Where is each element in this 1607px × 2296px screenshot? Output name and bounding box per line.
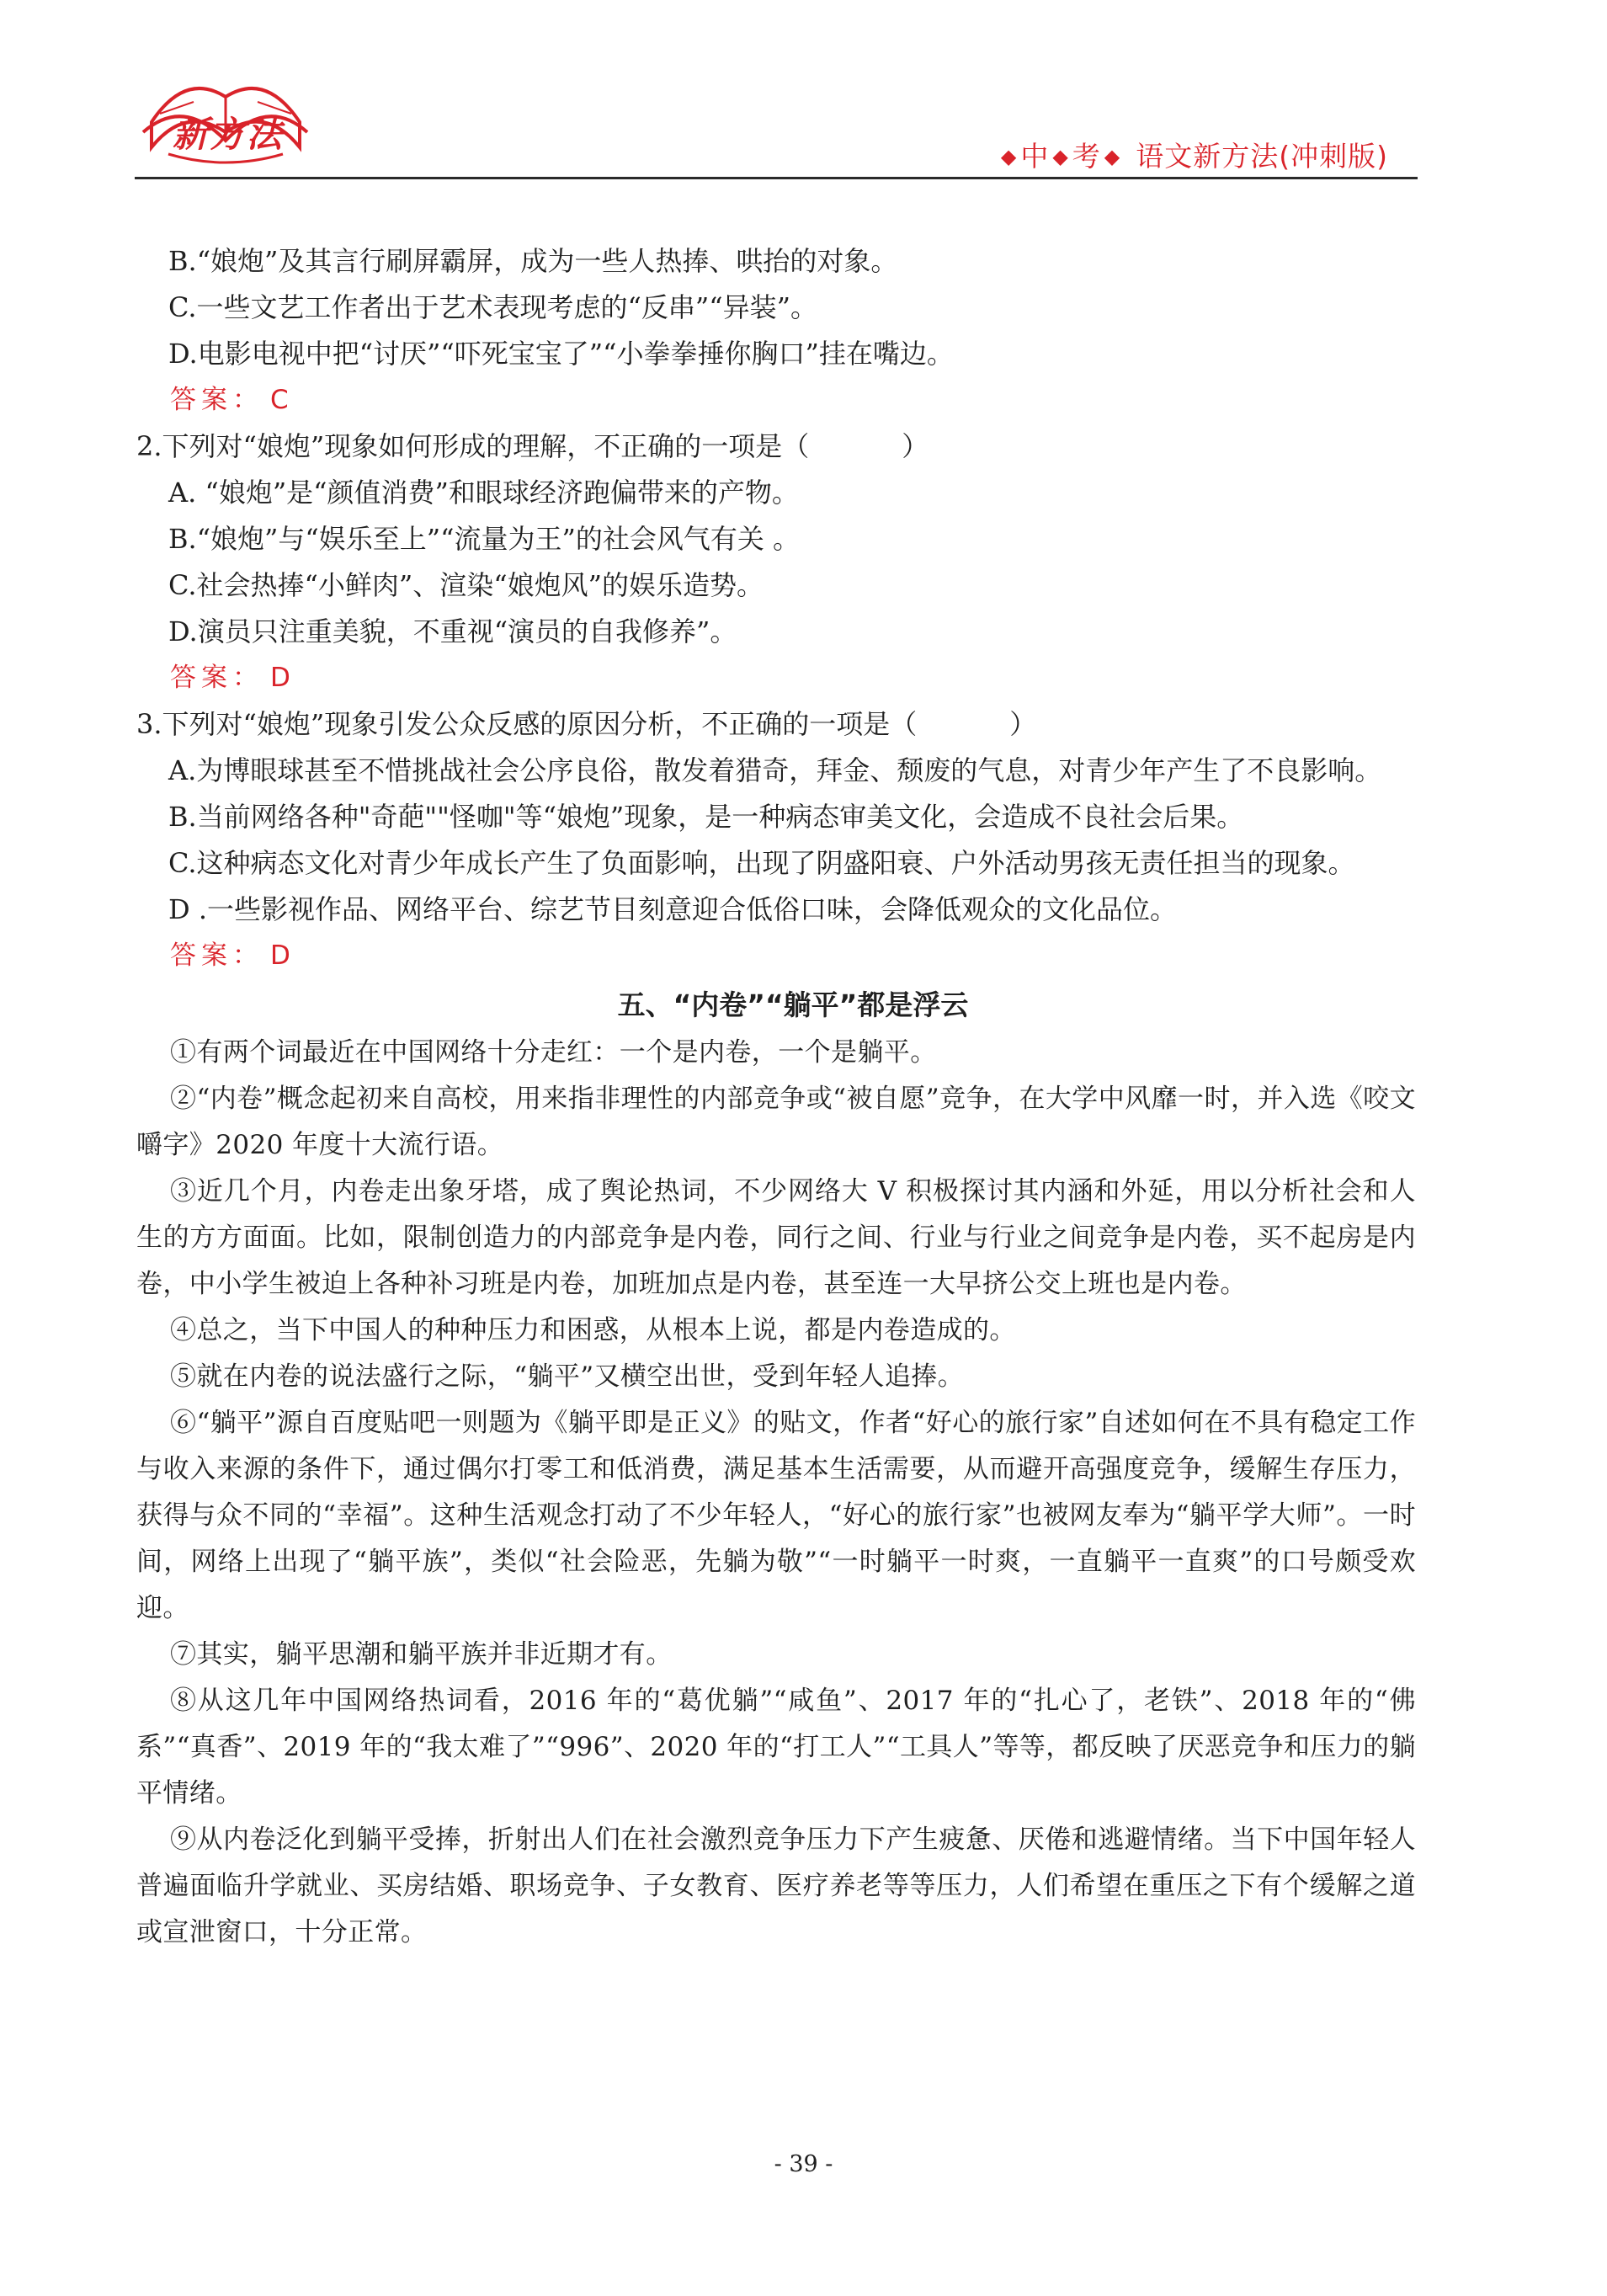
diamond-icon: ◆ (1000, 145, 1018, 168)
series-exam-char-1: 中 (1020, 140, 1050, 173)
q2-answer (136, 655, 1416, 701)
article-paragraph-1: ①有两个词最近在中国网络十分走红：一个是内卷，一个是躺平。 (170, 1037, 937, 1068)
q1-option-c: C.一些文艺工作者出于艺术表现考虑的“反串”“异装”。 (168, 291, 817, 323)
q2-stem-text: 2.下列对“娘炮”现象如何形成的理解，不正确的一项是（ (136, 430, 810, 462)
q1-option-b: B.“娘炮”及其言行刷屏霸屏，成为一些人热捧、哄抬的对象。 (168, 245, 898, 277)
answer-value: C (270, 385, 289, 415)
q1-option-d: D.电影电视中把“讨厌”“吓死宝宝了”“小拳拳捶你胸口”挂在嘴边。 (168, 338, 954, 370)
header-divider (135, 177, 1418, 179)
q3-option-c: C.这种病态文化对青少年成长产生了负面影响，出现了阴盛阳衰、户外活动男孩无责任担当的现象。 (168, 847, 1355, 879)
article-paragraph-9: ⑨从内卷泛化到躺平受捧，折射出人们在社会激烈竞争压力下产生疲惫、厌倦和逃避情绪。当下中国年轻人普遍面临升学就业、买房结婚、职场竞争、子女教育、医疗养老等等压力，人们希望在重压之下有个缓解之道或宣泄窗口，十分正常。 (136, 1825, 1416, 1947)
answer-label: 答案： (170, 940, 263, 971)
q3-stem-text: 3.下列对“娘炮”现象引发公众反感的原因分析，不正确的一项是（ (136, 708, 918, 740)
publisher-logo (135, 63, 316, 173)
q2-stem-close: ） (902, 430, 929, 462)
q3-option-b: B.当前网络各种"奇葩""怪咖"等“娘炮”现象，是一种病态审美文化，会造成不良社会后果。 (168, 801, 1244, 833)
article-paragraph-2: ②“内卷”概念起初来自高校，用来指非理性的内部竞争或“被自愿”竞争，在大学中风靡一时，并入选《咬文嚼字》2020 年度十大流行语。 (136, 1084, 1416, 1160)
answer-value: D (270, 663, 290, 693)
answer-label: 答案： (170, 385, 263, 415)
article-paragraph-7: ⑦其实，躺平思潮和躺平族并非近期才有。 (170, 1639, 673, 1670)
section-title: 五、“内卷”“躺平”都是浮云 (617, 988, 969, 1021)
q3-stem (136, 701, 1416, 748)
q3-answer (136, 933, 1416, 979)
article-paragraph-4: ④总之，当下中国人的种种压力和困惑，从根本上说，都是内卷造成的。 (170, 1315, 1016, 1345)
logo-wordmark: 新方法 (172, 114, 284, 155)
q2-option-d: D.演员只注重美貌，不重视“演员的自我修养”。 (168, 615, 737, 647)
series-exam-char-2: 考 (1072, 140, 1101, 173)
article-paragraph-5: ⑤就在内卷的说法盛行之际，“躺平”又横空出世，受到年轻人追捧。 (170, 1361, 965, 1392)
article-paragraph-8: ⑧从这几年中国网络热词看，2016 年的“葛优躺”“咸鱼”、2017 年的“扎心了，老铁”、2018 年的“佛系”“真香”、2019 年的“我太难了”“996”、2020 年的“打工人”“工具人”等等，都反映了厌恶竞争和压力的躺平情绪。 (136, 1686, 1416, 1809)
answer-value: D (270, 940, 290, 971)
q3-option-d: D .一些影视作品、网络平台、综艺节目刻意迎合低俗口味，会降低观众的文化品位。 (168, 893, 1178, 925)
q2-option-c: C.社会热捧“小鲜肉”、渲染“娘炮风”的娱乐造势。 (168, 569, 764, 601)
answer-label: 答案： (170, 663, 263, 693)
article-paragraph-3: ③近几个月，内卷走出象牙塔，成了舆论热词，不少网络大 V 积极探讨其内涵和外延，用以分析社会和人生的方方面面。比如，限制创造力的内部竞争是内卷，同行之间、行业与行业之间竞争是内卷，买不起房是内卷，中小学生被迫上各种补习班是内卷，加班加点是内卷，甚至连一大早挤公交上班也是内卷。 (136, 1176, 1416, 1299)
diamond-icon: ◆ (1052, 145, 1069, 168)
q2-option-b: B.“娘炮”与“娱乐至上”“流量为王”的社会风气有关 。 (168, 523, 801, 555)
series-title (998, 135, 1388, 174)
q3-stem-close: ） (1009, 708, 1037, 740)
series-book-name: 语文新方法(冲刺版) (1136, 140, 1388, 173)
article-paragraph-6: ⑥“躺平”源自百度贴吧一则题为《躺平即是正义》的贴文，作者“好心的旅行家”自述如何在不具有稳定工作与收入来源的条件下，通过偶尔打零工和低消费，满足基本生活需要，从而避开高强度竞争，缓解生存压力，获得与众不同的“幸福”。这种生活观念打动了不少年轻人，“好心的旅行家”也被网友奉为“躺平学大师”。一时间，网络上出现了“躺平族”，类似“社会险恶，先躺为敬”“一时躺平一时爽，一直躺平一直爽”的口号颇受欢迎。 (136, 1408, 1416, 1623)
page-content (136, 238, 1416, 1956)
page-number: - 39 - (774, 2151, 833, 2177)
q3-option-a: A.为博眼球甚至不惜挑战社会公序良俗，散发着猎奇，拜金、颓废的气息，对青少年产生了不良影响。 (168, 754, 1382, 786)
q1-answer (136, 377, 1416, 424)
diamond-icon: ◆ (1104, 145, 1121, 168)
q2-option-a: A. “娘炮”是“颜值消费”和眼球经济跑偏带来的产物。 (168, 477, 799, 509)
q2-stem (136, 424, 1416, 470)
